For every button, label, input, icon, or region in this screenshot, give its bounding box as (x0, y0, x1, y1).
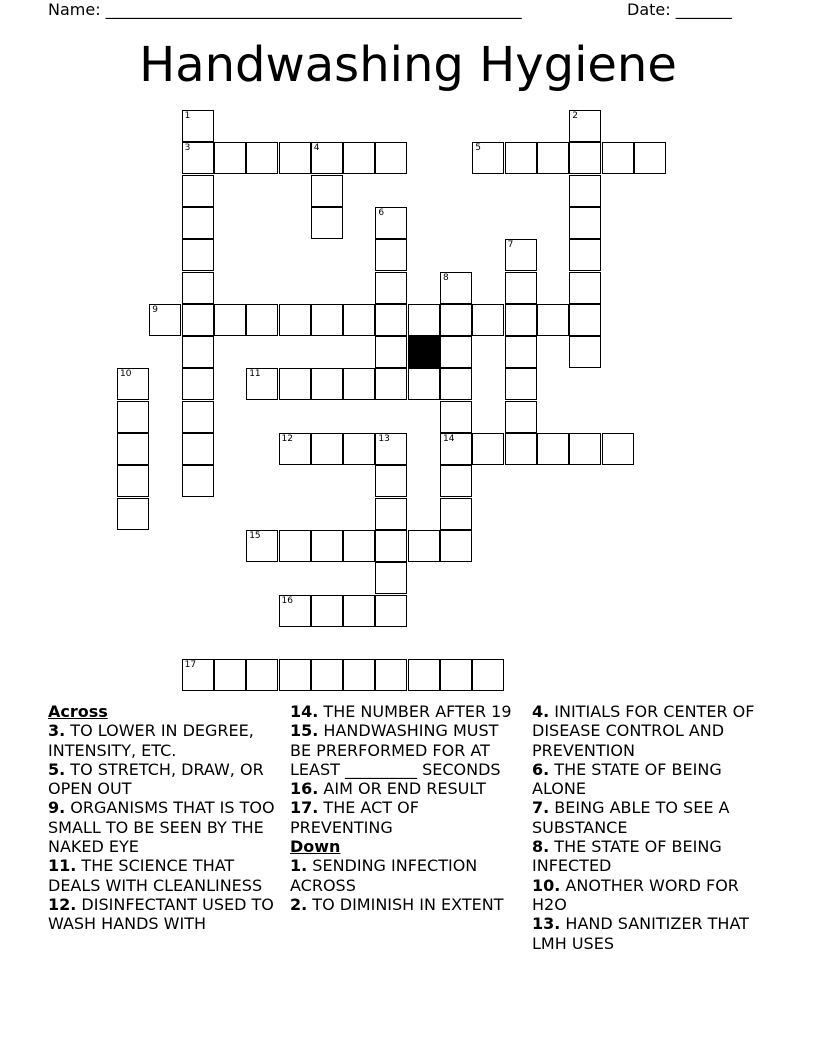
clue (290, 779, 522, 798)
grid-cell[interactable] (182, 175, 214, 207)
clue (290, 856, 522, 895)
grid-cell[interactable] (602, 433, 634, 465)
grid-cell[interactable] (569, 433, 601, 465)
grid-cell[interactable] (311, 304, 343, 336)
clue-number: 15 (249, 530, 261, 541)
clue-text: TO STRETCH, DRAW, OR OPEN OUT (48, 759, 264, 799)
grid-cell[interactable] (440, 530, 472, 562)
clue-number: 5 (475, 143, 482, 154)
clue-text: BEING ABLE TO SEE A SUBSTANCE (532, 798, 730, 837)
date-field[interactable]: Date: _______ (627, 0, 732, 19)
grid-cell[interactable] (182, 401, 214, 433)
clue (532, 876, 768, 915)
clue-number-label: 6. (532, 759, 550, 779)
clue-text: THE STATE OF BEING ALONE (532, 759, 722, 799)
grid-cell[interactable] (343, 433, 375, 465)
grid-cell[interactable] (505, 239, 537, 271)
grid-cell[interactable] (440, 336, 472, 368)
clue-number-label: 9. (48, 798, 66, 818)
clue (290, 721, 522, 779)
clue-number-label: 10. (532, 875, 561, 895)
grid-cell[interactable] (182, 207, 214, 239)
clue-number: 3 (184, 143, 191, 154)
grid-cell[interactable] (279, 142, 311, 174)
grid-cell[interactable] (440, 659, 472, 691)
clue-number-label: 16. (290, 779, 319, 799)
grid-cell[interactable] (311, 530, 343, 562)
grid-cell[interactable] (505, 336, 537, 368)
grid-cell[interactable] (182, 110, 214, 142)
grid-cell[interactable] (246, 142, 278, 174)
grid-cell[interactable] (569, 336, 601, 368)
clue (48, 856, 280, 895)
clue-number-label: 12. (48, 894, 77, 914)
grid-cell[interactable] (214, 304, 246, 336)
across-heading: Across (48, 702, 108, 721)
clue-number: 16 (281, 595, 293, 606)
clue-column-1 (48, 702, 280, 934)
clue-number-label: 7. (532, 798, 550, 818)
grid-cell[interactable] (408, 304, 440, 336)
grid-cell[interactable] (214, 142, 246, 174)
clue (532, 914, 768, 953)
grid-cell[interactable] (343, 142, 375, 174)
grid-cell[interactable] (408, 659, 440, 691)
clue-number: 10 (120, 369, 132, 380)
clue-text: SENDING INFECTION ACROSS (290, 856, 478, 895)
grid-cell[interactable] (472, 433, 504, 465)
grid-cell[interactable] (343, 368, 375, 400)
clue-number: 8 (443, 272, 449, 283)
clue-number-label: 17. (290, 798, 319, 818)
grid-cell[interactable] (408, 368, 440, 400)
clue-text: THE ACT OF PREVENTING (290, 798, 419, 837)
grid-cell[interactable] (569, 175, 601, 207)
grid-cell[interactable] (279, 595, 311, 627)
clue-number-label: 15. (290, 721, 319, 741)
grid-cell[interactable] (311, 595, 343, 627)
clue-column-3 (532, 702, 768, 953)
clue-text: TO DIMINISH IN EXTENT (307, 894, 504, 914)
grid-cell[interactable] (279, 368, 311, 400)
grid-cell[interactable] (440, 368, 472, 400)
clue-text: ANOTHER WORD FOR H2O (532, 875, 739, 914)
grid-cell[interactable] (246, 659, 278, 691)
clue-text: THE NUMBER AFTER 19 (318, 702, 512, 721)
grid-cell[interactable] (569, 207, 601, 239)
grid-cell[interactable] (472, 659, 504, 691)
grid-cell[interactable] (117, 498, 149, 530)
clue (48, 721, 280, 760)
grid-cell[interactable] (440, 401, 472, 433)
grid-cell[interactable] (440, 498, 472, 530)
grid-cell[interactable] (569, 304, 601, 336)
clue-number: 12 (281, 434, 293, 444)
grid-cell[interactable] (246, 304, 278, 336)
grid-cell[interactable] (505, 142, 537, 174)
grid-cell[interactable] (117, 465, 149, 497)
clue-number: 6 (378, 207, 385, 218)
down-heading: Down (290, 837, 341, 857)
clue-text: TO LOWER IN DEGREE, INTENSITY, ETC. (48, 721, 254, 760)
grid-cell[interactable] (246, 530, 278, 562)
grid-cell[interactable] (182, 336, 214, 368)
clue-number-label: 4. (532, 702, 550, 721)
grid-cell[interactable] (472, 142, 504, 174)
grid-cell[interactable] (311, 207, 343, 239)
clue-number: 13 (378, 434, 390, 444)
clue-text: THE STATE OF BEING INFECTED (532, 837, 722, 876)
clue-number: 2 (572, 111, 578, 121)
clue-number-label: 8. (532, 837, 550, 857)
clue-number: 4 (313, 143, 320, 154)
clue (48, 895, 280, 934)
clue-text: THE SCIENCE THAT DEALS WITH CLEANLINESS (48, 856, 263, 895)
grid-cell[interactable] (440, 465, 472, 497)
grid-cell[interactable] (279, 433, 311, 465)
grid-cell[interactable] (375, 207, 407, 239)
clue-text: INITIALS FOR CENTER OF DISEASE CONTROL AND PREVENTION (532, 702, 755, 760)
grid-cell[interactable] (569, 110, 601, 142)
grid-cell[interactable] (214, 659, 246, 691)
clue-text: HANDWASHING MUST BE PRERFORMED FOR AT LEAST _________ SECONDS (290, 721, 501, 779)
grid-cell[interactable] (182, 465, 214, 497)
black-square (408, 336, 440, 368)
grid-cell[interactable] (537, 304, 569, 336)
grid-cell[interactable] (505, 433, 537, 465)
clue-number-label: 14. (290, 702, 319, 721)
clue-number: 7 (507, 240, 514, 251)
clue-number-label: 5. (48, 759, 66, 779)
grid-cell[interactable] (375, 562, 407, 594)
grid-cell[interactable] (375, 272, 407, 304)
grid-cell[interactable] (117, 433, 149, 465)
grid-cell[interactable] (375, 465, 407, 497)
page-title: Handwashing Hygiene (139, 37, 677, 93)
clue-number-label: 11. (48, 856, 77, 876)
grid-cell[interactable] (569, 272, 601, 304)
clue (532, 798, 768, 837)
clue (290, 895, 522, 914)
grid-cell[interactable] (634, 142, 666, 174)
clue-number-label: 2. (290, 894, 308, 914)
grid-cell[interactable] (375, 304, 407, 336)
grid-cell[interactable] (117, 401, 149, 433)
clue-number-label: 13. (532, 914, 561, 934)
clue-column-2 (290, 702, 522, 914)
grid-cell[interactable] (182, 239, 214, 271)
clue-number: 9 (152, 304, 159, 315)
clue-text: DISINFECTANT USED TO WASH HANDS WITH (48, 894, 274, 934)
grid-cell[interactable] (505, 368, 537, 400)
grid-cell[interactable] (279, 530, 311, 562)
clue-number: 11 (249, 369, 261, 380)
grid-cell[interactable] (375, 530, 407, 562)
grid-cell[interactable] (505, 304, 537, 336)
grid-cell[interactable] (279, 304, 311, 336)
clue-text: HAND SANITIZER THAT LMH USES (532, 914, 749, 953)
clue-number-label: 1. (290, 856, 308, 876)
grid-cell[interactable] (343, 659, 375, 691)
grid-cell[interactable] (311, 142, 343, 174)
clue-number: 14 (443, 434, 455, 444)
grid-cell[interactable] (311, 175, 343, 207)
clue (290, 798, 522, 837)
grid-cell[interactable] (182, 433, 214, 465)
grid-cell[interactable] (246, 368, 278, 400)
grid-cell[interactable] (343, 595, 375, 627)
clue-number: 1 (184, 111, 191, 121)
grid-cell[interactable] (505, 272, 537, 304)
grid-cell[interactable] (569, 239, 601, 271)
grid-cell[interactable] (537, 142, 569, 174)
grid-cell[interactable] (182, 304, 214, 336)
grid-cell[interactable] (182, 272, 214, 304)
grid-cell[interactable] (537, 433, 569, 465)
grid-cell[interactable] (311, 433, 343, 465)
grid-cell[interactable] (440, 272, 472, 304)
grid-cell[interactable] (375, 595, 407, 627)
grid-cell[interactable] (311, 368, 343, 400)
clue-number-label: 3. (48, 721, 66, 741)
grid-cell[interactable] (149, 304, 181, 336)
grid-cell[interactable] (375, 498, 407, 530)
grid-cell[interactable] (343, 530, 375, 562)
grid-cell[interactable] (440, 304, 472, 336)
clue (532, 837, 768, 876)
grid-cell[interactable] (182, 659, 214, 691)
grid-cell[interactable] (375, 336, 407, 368)
grid-cell[interactable] (375, 368, 407, 400)
grid-cell[interactable] (182, 142, 214, 174)
clue-text: ORGANISMS THAT IS TOO SMALL TO BE SEEN BY THE NAKED EYE (48, 798, 275, 857)
grid-cell[interactable] (505, 401, 537, 433)
clue (48, 760, 280, 799)
grid-cell[interactable] (375, 659, 407, 691)
clue-text: AIM OR END RESULT (318, 779, 486, 799)
grid-cell[interactable] (117, 368, 149, 400)
grid-cell[interactable] (279, 659, 311, 691)
grid-cell[interactable] (182, 368, 214, 400)
grid-cell[interactable] (602, 142, 634, 174)
clue (48, 798, 280, 856)
grid-cell[interactable] (440, 433, 472, 465)
grid-cell[interactable] (569, 142, 601, 174)
clue (532, 760, 768, 799)
grid-cell[interactable] (472, 304, 504, 336)
clue (290, 702, 522, 721)
grid-cell[interactable] (375, 433, 407, 465)
grid-cell[interactable] (375, 142, 407, 174)
clue-number: 17 (184, 660, 197, 671)
name-field[interactable]: Name: ____________________________________________________ (48, 0, 522, 19)
clue (532, 702, 768, 760)
grid-cell[interactable] (311, 659, 343, 691)
grid-cell[interactable] (375, 239, 407, 271)
grid-cell[interactable] (408, 530, 440, 562)
grid-cell[interactable] (343, 304, 375, 336)
